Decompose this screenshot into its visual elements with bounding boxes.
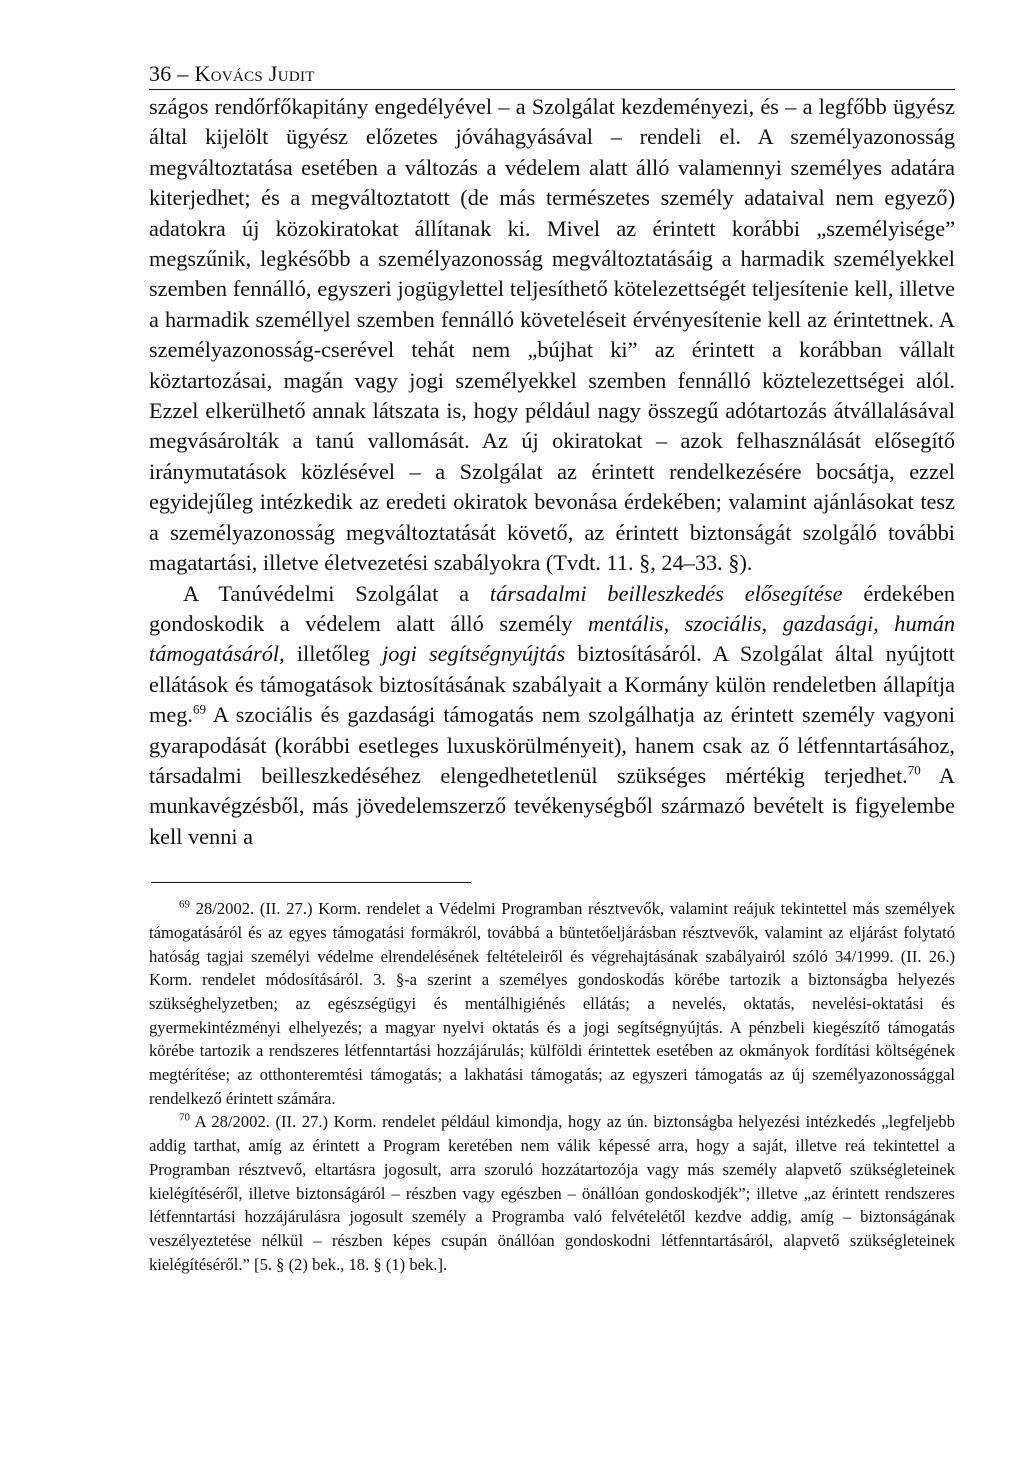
p2-italic-1: társadalmi beilleszkedés elősegítése xyxy=(489,580,843,606)
footnote-text: A 28/2002. (II. 27.) Korm. rendelet például kimondja, hogy az ún. biztonságba helyezési intézkedés „legfeljebb addig tarthat, amíg az érintett a Program keretében nem válik képessé arra, hogy a saját, illetve reá tekintettel a Programban résztvevő, eltartásra jogosult, arra szoruló hozzátartozója vagy más személy alapvető szükségleteinek kielégítéséről, illetve biztonságáról – részben vagy egészben – önállóan gondoskodjék”; illetve „az érintett rendszeres létfenntartási hozzájárulásra jogosult személy a Programba való felvételétől kezdve addig, amíg – biztonságának veszélyeztetése nélkül – részben képes csupán önállóan gondoskodni létfenntartásáról, alapvető szükségleteinek kielégítéséről.” [5. § (2) bek., 18. § (1) bek.]. xyxy=(149,1112,955,1274)
p2-text-4: biztosításáról. A Szolgálat által nyújtott ellátások és támogatások biztosításának szabályait a Kormány külön rendeletben állapítja meg. xyxy=(149,641,955,728)
paragraph-1: szágos rendőrfőkapitány engedélyével – a Szolgálat kezdeményezi, és – a legfőbb ügyész által kijelölt ügyész előzetes jóváhagyásával – rendeli el. A személyazonosság megváltoztatása esetében a változás a védelem alatt álló valamennyi személyes adatára kiterjedhet; és a megváltoztatott (de más természetes személy adataival nem egyező) adatokra új közokiratokat állítanak ki. Mivel az érintett korábbi „személyisége” megszűnik, legkésőbb a személyazonosság megváltoztatásáig a harmadik személyekkel szemben fennálló, egyszeri jogügylettel teljesíthető kötelezettségét teljesítenie kell, illetve a harmadik személlyel szemben fennálló követeléseit érvényesítenie kell az érintettnek. A személyazonosság-cserével tehát nem „bújhat ki” az érintett a korábban vállalt köztartozásai, magán vagy jogi személyekkel szemben fennálló köztelezettségei alól. Ezzel elkerülhető annak látszata is, hogy például nagy összegű adótartozás átvállalásával megvásárolták a tanú vallomását. Az új okiratokat – azok felhasználását elősegítő iránymutatások közlésével – a Szolgálat az érintett rendelkezésére bocsátja, ezzel egyidejűleg intézkedik az eredeti okiratok bevonása érdekében; valamint ajánlásokat tesz a személyazonosság megváltoztatását követő, az érintett biztonságát szolgáló további magatartási, illetve életvezetési szabályokra (Tvdt. 11. §, 24–33. §). xyxy=(149,94,955,576)
header-rule xyxy=(149,89,955,90)
running-head xyxy=(149,60,955,90)
footnote-separator xyxy=(151,882,471,883)
p2-text-5: A szociális és gazdasági támogatás nem szolgálhatja az érintett személy vagyoni gyarapodását (korábbi esetleges luxuskörülményeit), hanem csak az ő létfenntartásához, társadalmi beilleszkedéséhez elengedhetetlenül szükséges mértékig terjedhet. xyxy=(149,702,955,788)
p2-text-2: érdekében gondoskodik a védelem alatt álló személy xyxy=(149,580,956,636)
footnote-69 xyxy=(149,897,955,1110)
footnote-ref-70[interactable]: 70 xyxy=(907,762,921,778)
p2-italic-2: mentális, szociális, gazdasági, humán támogatásáról, xyxy=(149,610,955,667)
footnote-text: 28/2002. (II. 27.) Korm. rendelet a Védelmi Programban résztvevők, valamint reájuk tekintettel más személyek támogatásáról és az egyes támogatási formákról, továbbá a büntetőeljárásban résztvevők, valamint az eljárást folytató hatóság tagjai személyi védelme elrendelésének feltételeiről és végrehajtásának szabályairól szóló 34/1999. (II. 26.) Korm. rendelet módosításáról. 3. §-a szerint a személyes gondoskodás körébe tartozik a biztonságba helyezés szükséghelyzetben; az egészségügyi és mentálhigiénés ellátás; a nevelés, oktatás, nevelési-oktatási és gyermekintézményi elhelyezés; a magyar nyelvi oktatás és a jogi segítségnyújtás. A pénzbeli kiegészítő támogatás körébe tartozik a rendszeres létfenntartási hozzájárulás; külföldi érintettek esetében az okmányok fordítási költségének megtérítése; az otthonteremtési támogatás; a lakhatási támogatás; az egyszeri támogatás az új személyazonossággal rendelkező érintett számára. xyxy=(149,899,955,1108)
author-name: Kovács Judit xyxy=(194,61,315,86)
footnotes xyxy=(149,897,955,1276)
paragraph-2 xyxy=(149,579,955,853)
p2-italic-3: jogi segítségnyújtás xyxy=(382,641,566,667)
page-number: 36 xyxy=(149,61,172,86)
footnote-ref-69[interactable]: 69 xyxy=(192,701,206,717)
footnote-number: 69 xyxy=(179,898,190,911)
p2-text-6: A munkavégzésből, más jövedelemszerző tevékenységből származó bevételt is figyelembe kell venni a xyxy=(149,762,955,849)
footnote-70 xyxy=(149,1110,955,1276)
running-head-text xyxy=(149,61,315,86)
main-text xyxy=(149,92,955,852)
p2-text-3: illetőleg xyxy=(284,641,383,667)
header-separator: – xyxy=(171,61,195,86)
footnote-number: 70 xyxy=(179,1111,190,1124)
page-content xyxy=(149,60,955,1276)
p2-text-1: A Tanúvédelmi Szolgálat a xyxy=(183,580,490,606)
